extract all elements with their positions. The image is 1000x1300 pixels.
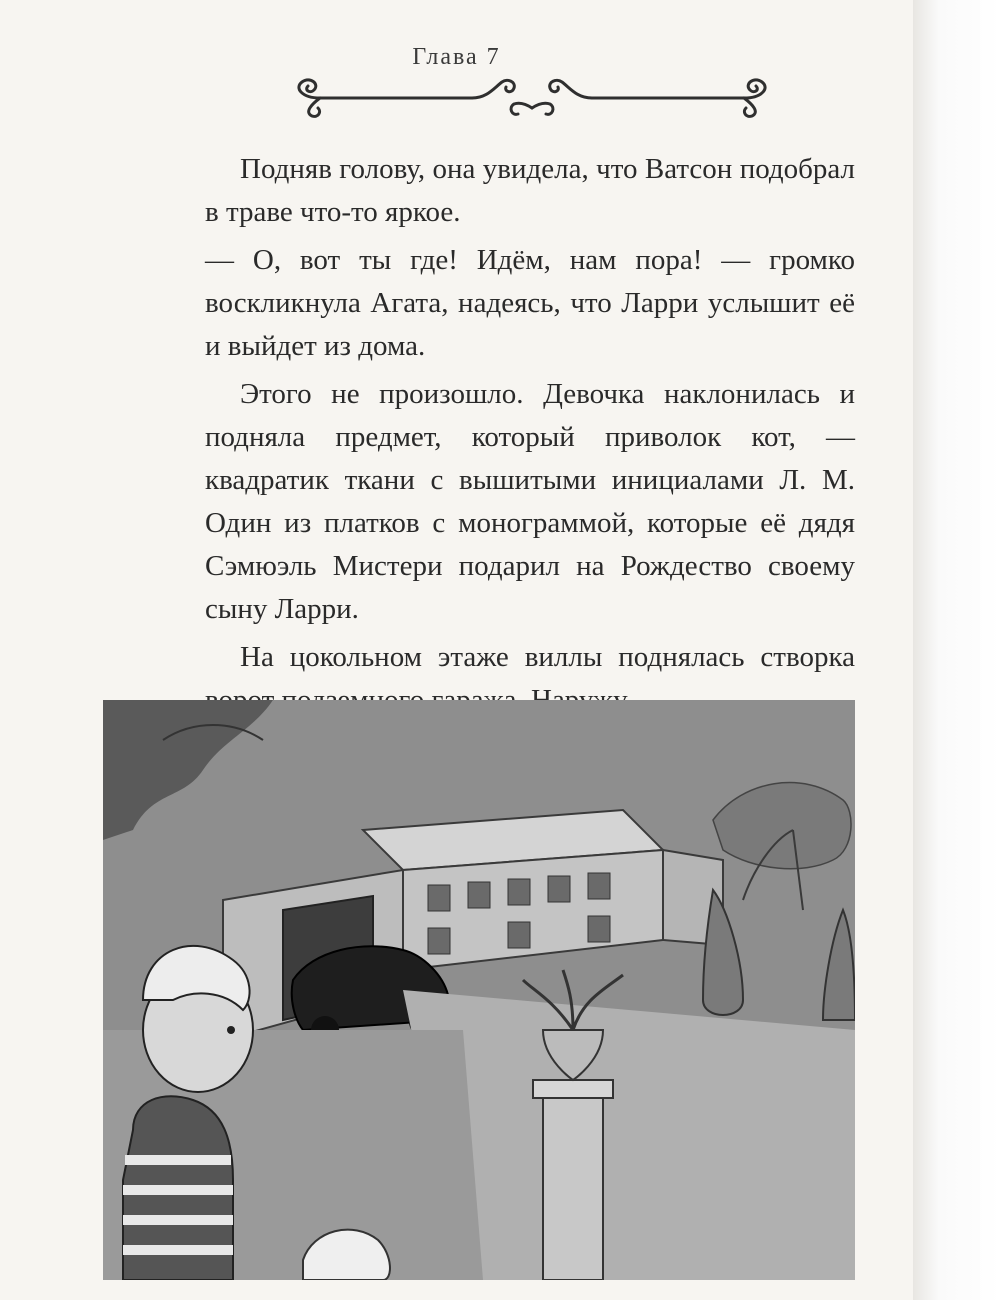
paragraph: На цокольном этаже виллы поднялась створка — [240, 641, 855, 673]
paragraph: Этого не произошло. Девочка наклонилась и подняла предмет, который приволок кот, — квадратик ткани с вышитыми инициалами Л. М. Один из платков с монограммой, которые её дядя Сэмюэль Мистери подарил на Рождество своему сыну Ларри. — [205, 378, 855, 625]
illustration — [103, 700, 855, 1280]
body-text — [205, 148, 855, 722]
ornament-divider — [282, 74, 782, 120]
paragraph: — О, вот ты где! Идём, нам пора! — громко воскликнула Агата, надеясь, что Ларри услышит её и выйдет из дома. — [205, 244, 855, 362]
page-edge — [913, 0, 1000, 1300]
chapter-header: Глава 7 — [412, 44, 501, 70]
paragraph: Подняв голову, она увидела, что Ватсон подобрал в траве что-то яркое. — [205, 153, 855, 228]
